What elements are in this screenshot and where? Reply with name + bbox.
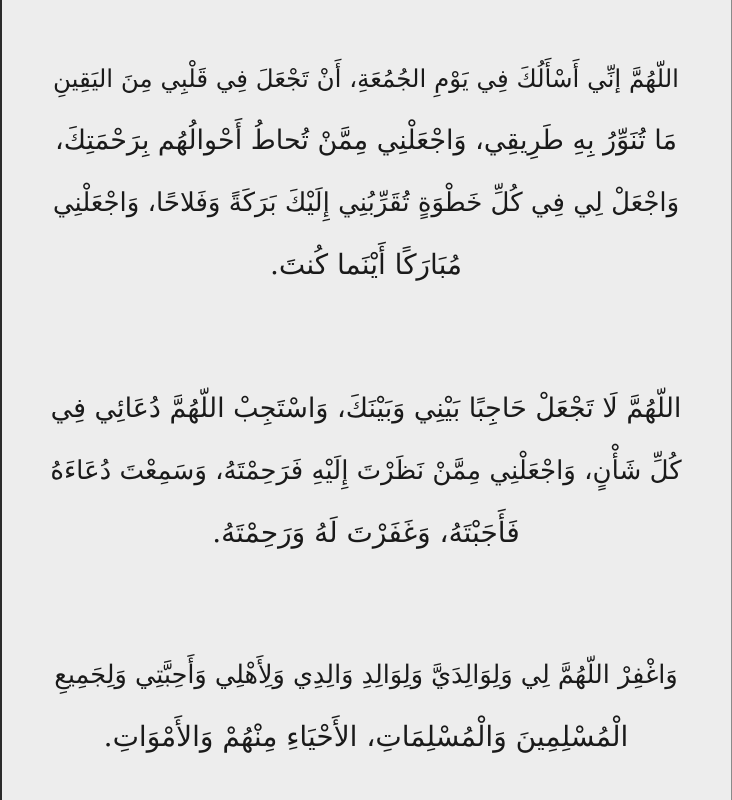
- paragraph-line: وَاجْعَلْ لِي فِي كُلِّ خَطْوَةٍ تُقَرِّبُنِي إِلَيْكَ بَرَكَةً وَفَلاحًا، وَاجْعَلْنِي: [52, 188, 680, 218]
- paragraph-line: اللّهُمَّ إنِّي أَسْأَلُكَ فِي يَوْمِ الجُمُعَةِ، أَنْ تَجْعَلَ فِي قَلْبِي مِنَ اليَقِينِ: [53, 64, 679, 93]
- paragraph-line: مَا تُنَوِّرُ بِهِ طَرِيقِي، وَاجْعَلْنِي مِمَّنْ تُحاطُ أَحْوالُهُم بِرَحْمَتِكَ،: [55, 125, 677, 156]
- paragraph-line: اللّهُمَّ لَا تَجْعَلْ حَاجِبًا بَيْنِي وَبَيْنَكَ، وَاسْتَجِبْ اللّهُمَّ دُعَائِي فِي: [50, 393, 682, 424]
- paragraph-1: [50, 48, 682, 296]
- paragraph-2: [50, 378, 682, 564]
- paragraph-line: وَاغْفِرْ اللّهُمَّ لِي وَلِوَالِدَيَّ وَلِوَالِدِ وَالِدِي وَلِأَهْلِي وَأَحِبَّتِي وَلِجَمِيعِ: [54, 660, 678, 690]
- paragraph-line: مُبَارَكًا أَيْنَما كُنتَ.: [269, 248, 463, 281]
- paragraph-3: [50, 644, 682, 768]
- left-border: [0, 0, 2, 800]
- paragraph-line: فَأَجَبْتَهُ، وَغَفَرْتَ لَهُ وَرَحِمْتَهُ.: [212, 516, 520, 549]
- paragraph-line: كُلِّ شَأْنٍ، وَاجْعَلْنِي مِمَّنْ نَظَرْتَ إِلَيْهِ فَرَحِمْتَهُ، وَسَمِعْتَ دُعَاءَهُ: [50, 456, 682, 486]
- document-page: [50, 48, 682, 768]
- paragraph-line: الْمُسْلِمِينَ وَالْمُسْلِمَاتِ، الأَحْيَاءِ مِنْهُمْ وَالأَمْوَاتِ.: [103, 720, 629, 753]
